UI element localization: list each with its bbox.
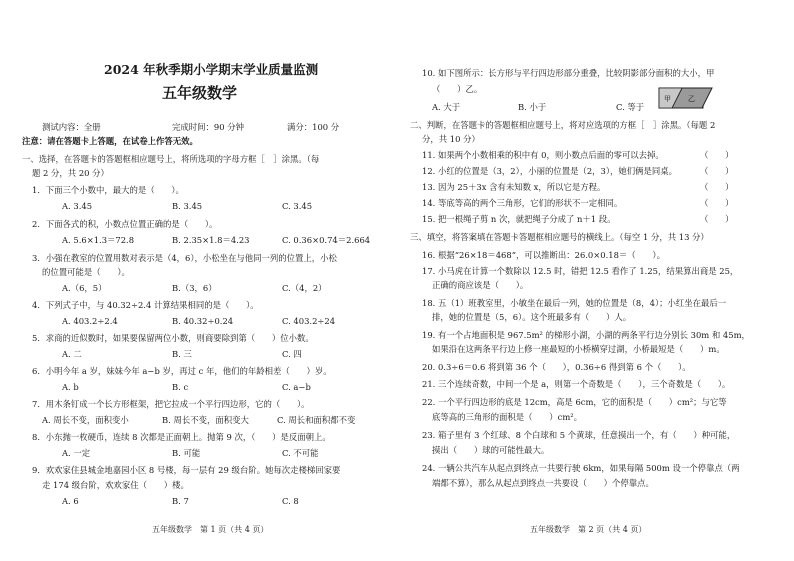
q4-option-c: C. 403.2÷24 — [282, 316, 336, 326]
q9-option-c: C. 8 — [282, 496, 299, 506]
q7-option-a: A. 周长不变，面积变小 — [42, 415, 129, 425]
exam-subject: 五年级数学 — [162, 84, 238, 102]
q7-option-c: C. 周长和面积都不变 — [277, 415, 356, 425]
q20: 20. 0.3÷6＝0.6 将到第 36 个（ ），0.36÷6 得到第 6 个（ ）。 — [422, 362, 691, 372]
section3-heading: 三、填空，将答案填在答题卡答题框相应题号的横线上。（每空 1 分，共 13 分） — [410, 232, 709, 242]
q10: 10. 如下图所示：长方形与平行四边形部分重叠，比较阴影部分面积的大小，甲 — [422, 68, 715, 78]
q3: 3．小强在教室的位置用数对表示是（4，6），小松坐在与他同一列的位置上，小松 — [32, 253, 337, 263]
q2-option-c: C. 0.36×0.74＝2.664 — [282, 235, 371, 245]
q6: 6．小明今年 a 岁，妹妹今年 a−b 岁，再过 c 年，他们的年龄相差（ ）岁。 — [32, 366, 332, 376]
exam-title: 2024 年秋季期小学期末学业质量监测 — [104, 62, 319, 77]
q4-option-a: A. 403.2÷2.4 — [62, 316, 118, 326]
q2-option-b: B. 2.35×1.8＝4.23 — [172, 235, 250, 245]
q11-mark: （ ） — [700, 150, 734, 160]
q2: 2．下面各式的积，小数点位置正确的是（ ）。 — [32, 219, 218, 229]
label-jia: 甲 — [664, 95, 671, 103]
right-page — [410, 0, 790, 561]
q15-mark: （ ） — [700, 214, 734, 224]
q18: 18. 五（1）班教室里，小敏坐在最后一列，她的位置是（8，4）；小红坐在最后一 — [422, 298, 727, 308]
q7-option-b: B. 周长不变，面积变大 — [162, 415, 249, 425]
label-yi: 乙 — [688, 95, 695, 103]
q4: 4．下列式子中，与 40.32÷2.4 计算结果相同的是（ ）。 — [32, 300, 259, 310]
q18-cont: 排，她的位置是（5，6）。这个班最多有（ ）人。 — [432, 312, 632, 322]
q6-option-a: A. b — [62, 382, 79, 392]
q12: 12. 小红的位置是（3，2），小丽的位置是（2，3），她们俩是同桌。 — [422, 166, 678, 176]
q10-cont: （ ）乙。 — [432, 84, 483, 94]
q1-option-b: B. 3.4̇5 — [172, 201, 203, 211]
q11: 11. 如果两个小数相乘的积中有 0，则小数点后面的零可以去掉。 — [422, 150, 664, 160]
q16: 16. 根据“26×18＝468”，可以推断出：26.0×0.18＝（ ）。 — [422, 250, 665, 260]
q8-option-c: C. 不可能 — [282, 448, 319, 458]
q8-option-a: A. 一定 — [62, 448, 91, 458]
q9-cont: 走 174 级台阶，欢欢家住（ ）楼。 — [42, 480, 189, 490]
q12-mark: （ ） — [700, 166, 734, 176]
info-score: 满分：100 分 — [287, 122, 340, 132]
q24-cont: 端都不算），那么从起点到终点一共要设（ ）个停靠点。 — [432, 478, 654, 488]
q23-cont: 摸出（ ）球的可能性最大。 — [432, 445, 550, 455]
q13-mark: （ ） — [700, 182, 734, 192]
q21: 21. 三个连续奇数，中间一个是 a，则第一个奇数是（ ），三个奇数是（ ）。 — [422, 379, 731, 389]
q9: 9．欢欢家住县城金地嘉园小区 8 号楼，每一层有 29 级台阶。她每次走楼梯回家要 — [32, 465, 341, 475]
overlap-figure — [658, 86, 714, 112]
q8-option-b: B. 可能 — [172, 448, 201, 458]
right-footer: 五年级数学 第 2 页（共 4 页） — [530, 525, 647, 534]
note: 注意：请在答题卡上答题，在试卷上作答无效。 — [22, 136, 198, 146]
q14-mark: （ ） — [700, 198, 734, 208]
q10-option-b: B. 小于 — [518, 102, 547, 112]
q2-option-a: A. 5.6×1.3＝72.8 — [62, 235, 135, 245]
q9-option-a: A. 6 — [62, 496, 79, 506]
q6-option-c: C. a−b — [282, 382, 311, 392]
q5: 5．求商的近似数时，如果要保留两位小数，则商要除到第（ ）位小数。 — [32, 333, 314, 343]
left-page — [12, 0, 392, 561]
q15: 15. 把一根绳子剪 n 次，就把绳子分成了 n＋1 段。 — [422, 214, 616, 224]
q5-option-b: B. 三 — [172, 349, 192, 359]
q22: 22. 一个平行四边形的底是 12cm，高是 6cm，它的面积是（ ）cm²；与它等 — [422, 397, 727, 407]
q19-cont: 如果沿在这两条平行边上修一座最短的小桥横穿过湖，小桥最短是（ ）m。 — [432, 344, 725, 354]
q17-cont: 正确的商应该是（ ）。 — [432, 280, 529, 290]
q10-option-c: C. 等于 — [616, 102, 645, 112]
left-footer: 五年级数学 第 1 页（共 4 页） — [152, 525, 269, 534]
q22-cont: 底等高的三角形的面积是（ ）cm²。 — [432, 412, 582, 422]
q1: 1．下面三个小数中，最大的是（ ）。 — [32, 185, 184, 195]
section2-heading: 二、判断，在答题卡的答题框相应题号上，将对应选项的方框［ ］涂黑。（每题 2 — [410, 120, 716, 130]
q4-option-b: B. 40.32÷0.24 — [172, 316, 234, 326]
q7: 7．用木条钉成一个长方形框架，把它拉成一个平行四边形，它的（ ）。 — [32, 399, 310, 409]
q5-option-a: A. 二 — [62, 349, 82, 359]
q3-option-a: A.（6，5） — [62, 283, 107, 293]
section1-heading-cont: 题 2 分，共 20 分） — [32, 168, 109, 178]
q10-option-a: A. 大于 — [432, 102, 461, 112]
q3-option-c: C.（4，2） — [282, 283, 327, 293]
q8: 8．小东抛一枚硬币，连续 8 次都是正面朝上。抛第 9 次，（ ）是反面朝上。 — [32, 432, 331, 442]
q1-option-c: C. 3.4̇5̇ — [282, 201, 313, 211]
q17: 17. 小马虎在计算一个数除以 12.5 时，错把 12.5 看作了 1.25，结果算出商是 25， — [422, 266, 739, 276]
info-time: 完成时间：90 分钟 — [172, 122, 244, 132]
q13: 13. 因为 25＋3x 含有未知数 x，所以它是方程。 — [422, 182, 606, 192]
q23: 23. 箱子里有 3 个红球、8 个白球和 5 个黄球，任意摸出一个，有（ ）种可能， — [422, 430, 736, 440]
q19: 19. 有一个占地面积是 967.5m² 的梯形小湖，小湖的两条平行边分别长 30m 和 45m， — [422, 330, 750, 340]
q3-cont: 的位置可能是（ ）。 — [42, 267, 130, 277]
q14: 14. 等底等高的两个三角形，它们的形状不一定相同。 — [422, 198, 623, 208]
section1-heading: 一、选择，在答题卡的答题框相应题号上，将所选项的字母方框［ ］涂黑。（每 — [22, 154, 320, 164]
q1-option-a: A. 3.45 — [62, 201, 93, 211]
q24: 24. 一辆公共汽车从起点到终点一共要行驶 6km，如果每隔 500m 设一个停靠点（两 — [422, 463, 740, 473]
info-content: 测试内容：全册 — [42, 122, 101, 132]
q3-option-b: B.（3，6） — [172, 283, 217, 293]
section2-heading-cont: 分，共 10 分） — [422, 134, 480, 144]
q6-option-b: B. c — [172, 382, 189, 392]
q9-option-b: B. 7 — [172, 496, 189, 506]
q5-option-c: C. 四 — [282, 349, 302, 359]
